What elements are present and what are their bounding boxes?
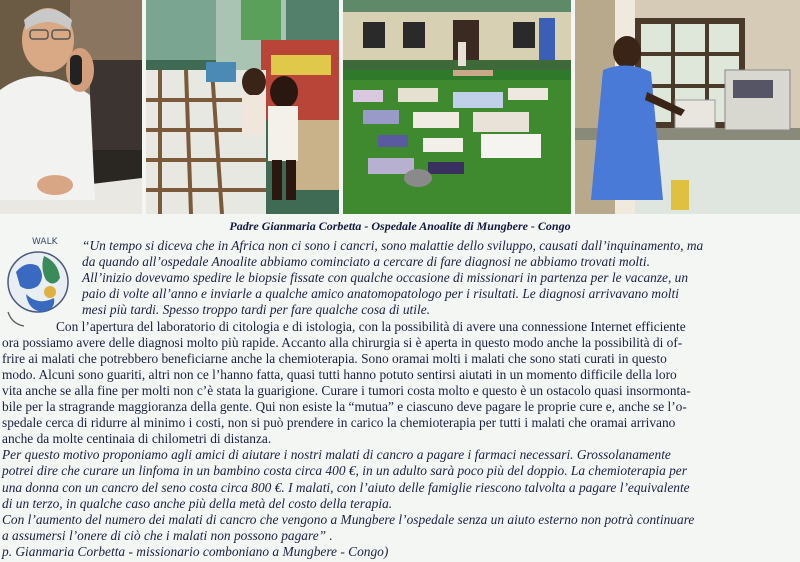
photo-strip: [0, 0, 800, 214]
text-line: ora possiamo avere delle diagnosi molto più rapide. Accanto alla chirurgia si è aperta in questo modo anche la possibilità di of-: [2, 334, 683, 350]
text-line: a assumersi l’onere di ciò che i malati non possono pagare” .: [2, 527, 333, 543]
text-line: bile per la stragrande maggioranza della gente. Qui non esiste la “mutua” e ciascuno deve pagare le proprie cure e, anche se l’o-: [2, 399, 687, 414]
text-line: frire ai malati che potrebbero beneficiarne anche la chemioterapia. Sono oramai molti i malati che sono stati curati in questo: [2, 350, 667, 366]
text-line: paio di volte all’anno e inviarle a qualche amico anatomopatologo per i risultati. Le diagnosi arrivavano molti: [82, 286, 679, 302]
text-line: di un terzo, in qualche caso anche più della metà del costo della terapia.: [2, 495, 393, 511]
text-line: mesi più tardi. Spesso troppo tardi per fare qualche cosa di utile.: [82, 302, 431, 318]
text-line: vita anche se alla fine per molti non c’è stata la guarigione. Curare i tumori costa molto e questo è un ostacolo quasi insormonta-: [2, 382, 691, 398]
walk-logo: [2, 232, 76, 332]
photo-laundry-lawn: [343, 0, 571, 214]
text-line: Con l’aumento del numero dei malati di cancro che vengono a Mungbere l’ospedale senza un aiuto esterno non potrà continuare: [2, 511, 695, 527]
text-line: da quando all’ospedale Anoalite abbiamo cominciato a cercare di fare diagnosi ne abbiamo trovati molti.: [82, 254, 650, 270]
photo-priest-on-phone: [0, 0, 142, 214]
photo-lab-technician: [575, 0, 800, 214]
logo-text: WALK: [32, 237, 58, 247]
text-line: una donna con un cancro del seno costa circa 800 €. I malati, con l’aiuto delle famiglie riescono talvolta a pagare l’equivalente: [2, 479, 690, 495]
text-line: p. Gianmaria Corbetta - missionario comboniano a Mungbere - Congo): [2, 543, 389, 559]
text-line: Per questo motivo proponiamo agli amici di aiutare i nostri malati di cancro a pagare i farmaci necessari. Grossolanamente: [2, 447, 671, 463]
text-line: anche da molte centinaia di chilometri di distanza.: [2, 431, 272, 447]
text-line: Con l’apertura del laboratorio di citologia e di istologia, con la possibilità di avere una connessione Internet efficiente: [56, 318, 686, 334]
photo-children-ward: [146, 0, 339, 214]
photo-caption: Padre Gianmaria Corbetta - Ospedale Anoalite di Mungbere - Congo: [229, 219, 571, 233]
text-line: potrei dire che curare un linfoma in un bambino costa circa 400 €, in un adulto sarà poco più del doppio. La chemioterapia per: [2, 463, 687, 479]
text-line: “Un tempo si diceva che in Africa non ci sono i cancri, sono malattie dello sviluppo, causati dall’inquinamento, ma: [82, 238, 704, 253]
text-line: modo. Alcuni sono guariti, altri non ce l’hanno fatta, quasi tutti hanno potuto sentirsi aiutati in un momento difficile della loro: [2, 366, 677, 382]
text-line: spedale cerca di ridurre al minimo i costi, non si può prendere in carico la chemioterapia per tutti i malati che oramai arrivano: [2, 415, 676, 431]
text-line: All’inizio dovevamo spedire le biopsie fissate con qualche occasione di missionari in partenza per le vacanze, un: [82, 270, 689, 286]
